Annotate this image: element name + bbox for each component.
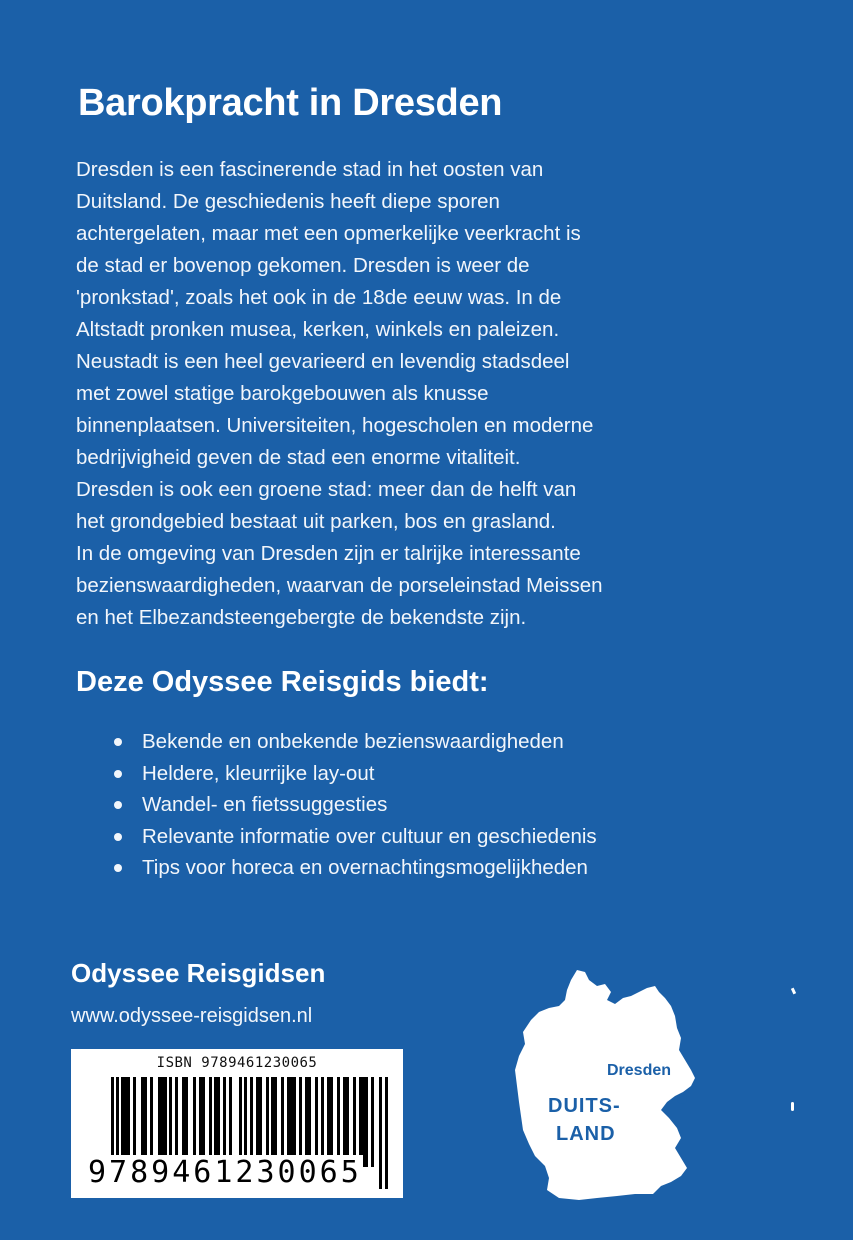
map-speck xyxy=(791,988,796,995)
map-city-label: Dresden xyxy=(607,1062,672,1079)
intro-line: 'pronkstad', zoals het ook in de 18de eeuw was. In de xyxy=(76,286,562,309)
features-heading: Deze Odyssee Reisgids biedt: xyxy=(76,666,489,698)
isbn-digits: 9789461230065 xyxy=(88,1155,362,1190)
feature-label: Relevante informatie over cultuur en geschiedenis xyxy=(142,824,597,848)
intro-line: bedrijvigheid geven de stad een enorme vitaliteit. xyxy=(76,446,521,469)
feature-item xyxy=(110,852,597,884)
bullet-icon xyxy=(114,801,122,809)
intro-line: Dresden is een fascinerende stad in het oosten van xyxy=(76,158,544,181)
feature-label: Tips voor horeca en overnachtingsmogelijkheden xyxy=(142,856,588,879)
publisher-website: www.odyssee-reisgidsen.nl xyxy=(71,1005,313,1027)
intro-line: Dresden is ook een groene stad: meer dan de helft van xyxy=(76,478,577,501)
feature-item xyxy=(110,789,597,821)
intro-line: achtergelaten, maar met een opmerkelijke veerkracht is xyxy=(76,222,581,245)
publisher-name: Odyssee Reisgidsen xyxy=(71,958,326,988)
map-country-line2: LAND xyxy=(556,1123,616,1145)
book-title: Barokpracht in Dresden xyxy=(78,82,503,124)
intro-line: met zowel statige barokgebouwen als knusse xyxy=(76,382,489,405)
intro-line: en het Elbezandsteengebergte de bekendste zijn. xyxy=(76,606,527,629)
intro-line: de stad er bovenop gekomen. Dresden is weer de xyxy=(76,254,530,277)
isbn-barcode xyxy=(71,1049,403,1198)
feature-item xyxy=(110,821,597,853)
bullet-icon xyxy=(114,738,122,746)
intro-paragraph xyxy=(76,154,756,634)
germany-map-icon xyxy=(505,958,705,1208)
bullet-icon xyxy=(114,770,122,778)
map-speck xyxy=(791,1102,794,1111)
dresden-marker-icon xyxy=(677,1094,687,1104)
feature-label: Heldere, kleurrijke lay-out xyxy=(142,761,375,785)
feature-label: Wandel- en fietssuggesties xyxy=(142,793,388,816)
intro-line: bezienswaardigheden, waarvan de porseleinstad Meissen xyxy=(76,574,603,597)
intro-line: Altstadt pronken musea, kerken, winkels en paleizen. xyxy=(76,318,560,341)
map-country-label xyxy=(548,1092,621,1148)
intro-line: het grondgebied bestaat uit parken, bos en grasland. xyxy=(76,510,556,533)
intro-line: Neustadt is een heel gevarieerd en levendig stadsdeel xyxy=(76,350,570,373)
isbn-label: ISBN 9789461230065 xyxy=(156,1055,318,1071)
bullet-icon xyxy=(114,864,122,872)
intro-line: In de omgeving van Dresden zijn er talrijke interessante xyxy=(76,542,581,565)
feature-item xyxy=(110,758,597,790)
intro-line: binnenplaatsen. Universiteiten, hogescholen en moderne xyxy=(76,414,594,437)
features-list xyxy=(110,726,597,884)
bullet-icon xyxy=(114,833,122,841)
map-country-line1: DUITS- xyxy=(548,1095,621,1117)
feature-label: Bekende en onbekende bezienswaardigheden xyxy=(142,730,564,753)
feature-item xyxy=(110,726,597,758)
intro-line: Duitsland. De geschiedenis heeft diepe sporen xyxy=(76,190,500,213)
